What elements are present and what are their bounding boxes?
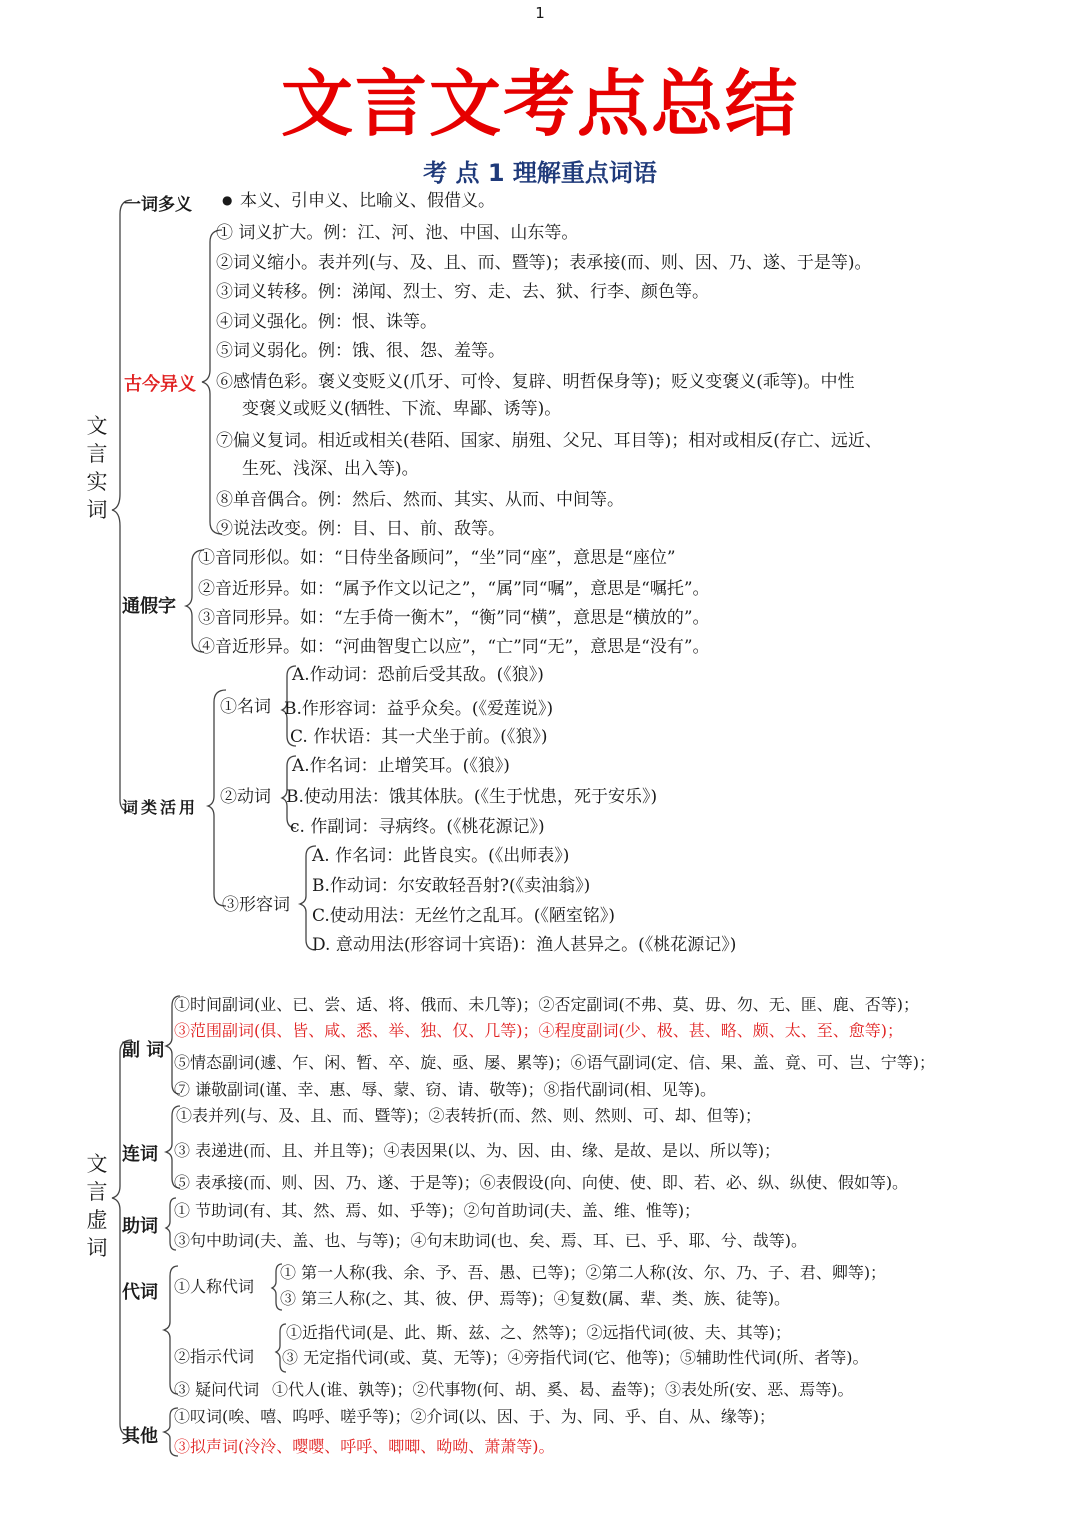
zhishi-item: ①近指代词(是、此、斯、兹、之、然等)；②远指代词(彼、夫、其等)； — [286, 1323, 791, 1342]
subcategory-yiwen: ③ 疑问代词 — [174, 1380, 260, 1399]
yici-text: 本义、引申义、比喻义、假借义。 — [240, 191, 495, 211]
qita-item: ①叹词(唉、嘻、呜呼、嗟乎等)；②介词(以、因、于、为、同、乎、自、从、缘等)； — [174, 1407, 775, 1426]
gujin-item: ⑤词义弱化。例：饿、很、怨、羞等。 — [216, 341, 505, 361]
subcategory-renchen: ①人称代词 — [174, 1277, 255, 1296]
subcategory-mingci: ①名词 — [220, 697, 271, 717]
fuci-item: ①时间副词(业、已、尝、适、将、俄而、未几等)；②否定副词(不弗、莫、毋、勿、无、匪、鹿、否等)； — [174, 995, 919, 1014]
renchen-item: ① 第一人称(我、余、予、吾、愚、已等)；②第二人称(汝、尔、乃、子、君、卿等)； — [280, 1263, 887, 1282]
zhuci-item: ③句中助词(夫、盖、也、与等)；④句末助词(也、矣、焉、耳、已、乎、耶、兮、哉等)。 — [174, 1231, 807, 1250]
mingci-item: A.作动词：恐前后受其敌。(《狼》) — [292, 665, 544, 685]
gujin-item: ① 词义扩大。例：江、河、池、中国、山东等。 — [216, 223, 579, 243]
tongjia-item: ③音同形异。如：“左手倚一衡木”，“衡”同“横”，意思是“横放的”。 — [198, 608, 710, 628]
category-zhuci: 助词 — [122, 1216, 158, 1237]
lianci-item: ③ 表递进(而、且、并且等)；④表因果(以、为、因、由、缘、是故、是以、所以等)； — [174, 1141, 781, 1160]
mingci-item: C. 作状语：其一犬坐于前。(《狼》) — [290, 727, 548, 747]
bullet-icon: ● — [222, 193, 233, 207]
lianci-item: ①表并列(与、及、且、而、暨等)；②表转折(而、然、则、然则、可、却、但等)； — [176, 1106, 761, 1125]
page-subtitle: 考 点 1 理解重点词语 — [423, 159, 657, 187]
dongci-item: A.作名词：止增笑耳。(《狼》) — [292, 756, 510, 776]
dongci-item: c. 作副词：寻病终。(《桃花源记》) — [290, 817, 545, 837]
mingci-item: B.作形容词：益乎众矣。(《爱莲说》) — [284, 699, 554, 719]
xingrong-item: B.作动词：尔安敢轻吾射?(《卖油翁》) — [312, 876, 591, 896]
category-huoyong: 词类活用 — [122, 798, 199, 817]
gujin-item: ⑨说法改变。例：目、日、前、敌等。 — [216, 519, 505, 539]
gujin-item-cont: 生死、浅深、出入等)。 — [242, 459, 419, 479]
section-label-shici: 文言实词 — [86, 414, 108, 522]
lianci-item: ⑤ 表承接(而、则、因、乃、遂、于是等)；⑥表假设(向、向使、使、即、若、必、纵、纵使、假如等)。 — [174, 1173, 909, 1192]
yiwen-text: ①代人(谁、孰等)；②代事物(何、胡、奚、曷、盍等)；③表处所(安、恶、焉等)。 — [272, 1380, 854, 1399]
subcategory-dongci: ②动词 — [220, 787, 271, 807]
category-daici: 代词 — [122, 1282, 158, 1303]
category-fuci: 副 词 — [122, 1040, 165, 1061]
zhuci-item: ① 节助词(有、其、然、焉、如、乎等)；②句首助词(夫、盖、维、惟等)； — [174, 1201, 701, 1220]
gujin-item-cont: 变褒义或贬义(牺牲、下流、卑鄙、诱等)。 — [242, 399, 562, 419]
gujin-item: ④词义强化。例：恨、诛等。 — [216, 312, 437, 332]
qita-item: ③拟声词(泠泠、嘤嘤、呼呼、唧唧、呦呦、萧萧等)。 — [174, 1437, 555, 1456]
category-qita: 其他 — [122, 1426, 158, 1447]
fuci-item: ⑦ 谦敬副词(谨、幸、惠、辱、蒙、窃、请、敬等)；⑧指代副词(相、见等)。 — [174, 1080, 717, 1099]
subcategory-xingrong: ③形容词 — [222, 895, 290, 915]
category-lianci: 连词 — [122, 1144, 158, 1165]
tongjia-item: ④音近形异。如：“河曲智叟亡以应”，“亡”同“无”，意思是“没有”。 — [198, 637, 710, 657]
brace-xuci — [112, 1040, 132, 1436]
tongjia-item: ②音近形异。如：“属予作文以记之”，“属”同“嘱”，意思是“嘱托”。 — [198, 579, 710, 599]
subcategory-zhishi: ②指示代词 — [174, 1347, 255, 1366]
category-gujin: 古今异义 — [124, 374, 196, 395]
gujin-item: ②词义缩小。表并列(与、及、且、而、暨等)；表承接(而、则、因、乃、遂、于是等)。 — [216, 253, 872, 273]
page-title: 文言文考点总结 — [280, 62, 799, 146]
category-yici: 一词多义 — [124, 195, 192, 215]
xingrong-item: A. 作名词：此皆良实。(《出师表》) — [312, 846, 570, 866]
category-tongjia: 通假字 — [122, 596, 176, 617]
xingrong-item: D. 意动用法(形容词十宾语)：渔人甚异之。(《桃花源记》) — [312, 935, 737, 955]
gujin-item: ⑧单音偶合。例：然后、然而、其实、从而、中间等。 — [216, 490, 624, 510]
tongjia-item: ①音同形似。如：“日侍坐备顾问”，“坐”同“座”，意思是“座位” — [198, 548, 676, 568]
gujin-item: ⑦偏义复词。相近或相关(巷陌、国家、崩殂、父兄、耳目等)；相对或相反(存亡、远近、 — [216, 431, 882, 451]
fuci-item: ⑤情态副词(遽、乍、闲、暂、卒、旋、亟、屡、累等)；⑥语气副词(定、信、果、盖、竟、可、岂、宁等)； — [174, 1053, 935, 1072]
dongci-item: B.使动用法：饿其体肤。(《生于忧患，死于安乐》) — [286, 787, 658, 807]
gujin-item: ③词义转移。例：涕闻、烈士、穷、走、去、狱、行李、颜色等。 — [216, 282, 709, 302]
section-label-xuci: 文言虚词 — [86, 1152, 108, 1260]
xingrong-item: C.使动用法：无丝竹之乱耳。(《陋室铭》) — [312, 906, 616, 926]
fuci-item: ③范围副词(俱、皆、咸、悉、举、独、仅、几等)；④程度副词(少、极、甚、略、颇、太、至、愈等)； — [174, 1021, 903, 1040]
renchen-item: ③ 第三人称(之、其、彼、伊、焉等)；④复数(属、辈、类、族、徒等)。 — [280, 1289, 791, 1308]
zhishi-item: ③ 无定指代词(或、莫、无等)；④旁指代词(它、他等)；⑤辅助性代词(所、者等)。 — [282, 1348, 869, 1367]
page-number: 1 — [535, 4, 545, 22]
brace-shici — [112, 200, 132, 812]
gujin-item: ⑥感情色彩。褒义变贬义(爪牙、可怜、复辟、明哲保身等)；贬义变褒义(乖等)。中性 — [216, 372, 855, 392]
